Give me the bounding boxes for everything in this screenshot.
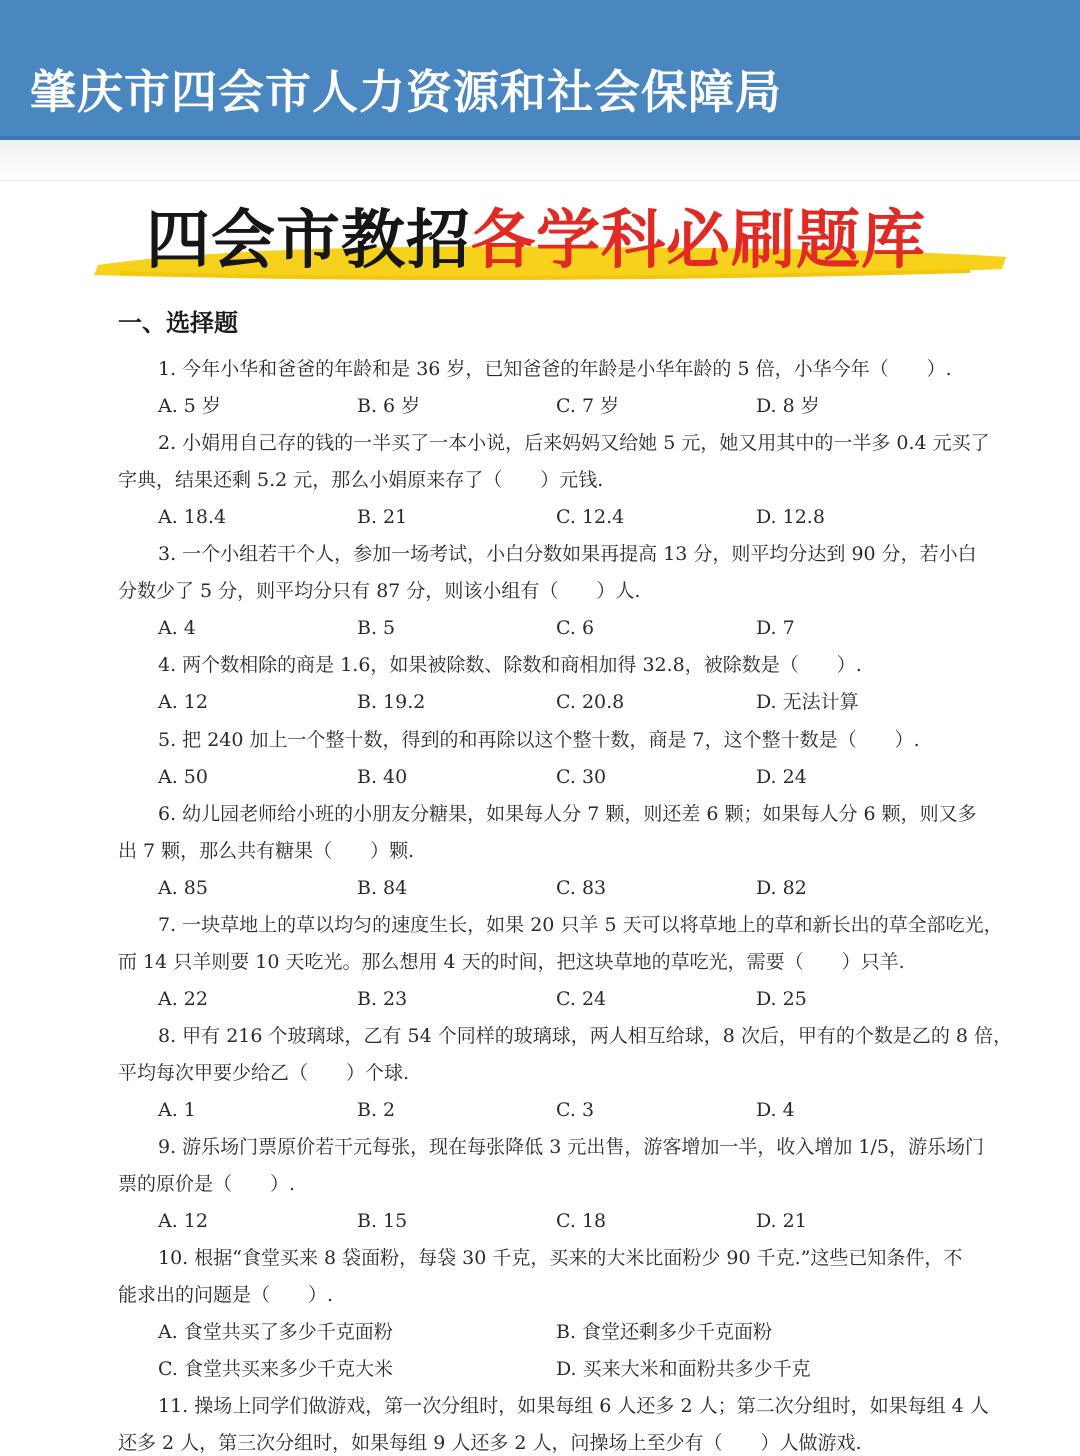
question-7-option-a: A. 22 [158, 987, 208, 1010]
question-7-option-c: C. 24 [556, 987, 607, 1010]
question-3-option-c: C. 6 [556, 617, 595, 640]
question-3-text-continued: 分数少了 5 分，则平均分只有 87 分，则该小组有（ ）人. [118, 580, 641, 603]
question-7-option-d: D. 25 [756, 987, 807, 1010]
headline-text [146, 189, 926, 281]
question-3-text: 3. 一个小组若干个人，参加一场考试，小白分数如果再提高 13 分，则平均分达到 90 分，若小白 [158, 543, 977, 566]
question-10-option-c: C. 食堂共买来多少千克大米 [158, 1358, 393, 1381]
question-6-text: 6. 幼儿园老师给小班的小朋友分糖果，如果每人分 7 颗，则还差 6 颗；如果每人分 6 颗，则又多 [158, 802, 977, 825]
question-7-option-b: B. 23 [357, 987, 408, 1010]
question-6-option-c: C. 83 [556, 876, 607, 899]
question-5-option-b: B. 40 [357, 765, 408, 788]
section-heading: 一、选择题 [118, 309, 238, 337]
question-4-option-c: C. 20.8 [556, 691, 625, 714]
question-10-option-b: B. 食堂还剩多少千克面粉 [556, 1321, 773, 1344]
question-5-option-a: A. 50 [158, 765, 208, 788]
question-6-option-d: D. 82 [756, 876, 807, 899]
question-1-option-b: B. 6 岁 [357, 395, 421, 418]
question-7-text: 7. 一块草地上的草以均匀的速度生长，如果 20 只羊 5 天可以将草地上的草和新长出的草全部吃光， [158, 913, 1003, 936]
question-8-option-d: D. 4 [756, 1099, 795, 1121]
question-5-option-c: C. 30 [556, 765, 607, 788]
question-3-option-d: D. 7 [756, 617, 795, 640]
question-2-option-d: D. 12.8 [756, 506, 825, 529]
question-4-option-b: B. 19.2 [357, 691, 426, 714]
question-7-text-continued: 而 14 只羊则要 10 天吃光。那么想用 4 天的时间，把这块草地的草吃光，需要（ ）只羊. [118, 950, 905, 973]
question-2-text-continued: 字典，结果还剩 5.2 元，那么小娟原来存了（ ）元钱. [118, 469, 604, 492]
question-2-option-a: A. 18.4 [158, 506, 227, 529]
header-title: 肇庆市四会市人力资源和社会保障局 [30, 65, 782, 119]
question-2-option-b: B. 21 [357, 506, 408, 529]
question-5-text: 5. 把 240 加上一个整十数，得到的和再除以这个整十数，商是 7，这个整十数是（ ）. [158, 728, 920, 751]
question-8-option-c: C. 3 [556, 1099, 595, 1121]
question-9-option-d: D. 21 [756, 1210, 807, 1233]
question-6-option-b: B. 84 [357, 876, 408, 899]
header-separator [0, 140, 1080, 181]
question-4-option-a: A. 12 [158, 691, 208, 714]
question-8-option-b: B. 2 [357, 1099, 396, 1121]
question-1-option-d: D. 8 岁 [756, 395, 820, 418]
question-8-text: 8. 甲有 216 个玻璃球，乙有 54 个同样的玻璃球，两人相互给球，8 次后，甲有的个数是乙的 8 倍， [158, 1024, 1013, 1047]
question-1-option-c: C. 7 岁 [556, 395, 620, 418]
question-1-option-a: A. 5 岁 [158, 395, 221, 418]
question-9-option-b: B. 15 [357, 1210, 408, 1233]
question-10-option-d: D. 买来大米和面粉共多少千克 [556, 1358, 811, 1381]
question-2-option-c: C. 12.4 [556, 506, 625, 529]
header-banner [0, 0, 1080, 140]
question-9-text-continued: 票的原价是（ ）. [118, 1173, 296, 1196]
question-4-text: 4. 两个数相除的商是 1.6，如果被除数、除数和商相加得 32.8，被除数是（ ）. [158, 654, 862, 677]
question-10-text: 10. 根据“食堂买来 8 袋面粉，每袋 30 千克，买来的大米比面粉少 90 千克.”这些已知条件，不 [158, 1247, 963, 1270]
headline [90, 185, 1010, 295]
question-6-text-continued: 出 7 颗，那么共有糖果（ ）颗. [118, 839, 415, 862]
question-1-text: 1. 今年小华和爸爸的年龄和是 36 岁，已知爸爸的年龄是小华年龄的 5 倍，小华今年（ ）. [158, 358, 952, 380]
question-10-text-continued: 能求出的问题是（ ）. [118, 1284, 334, 1307]
question-5-option-d: D. 24 [756, 765, 807, 788]
question-9-text: 9. 游乐场门票原价若干元每张，现在每张降低 3 元出售，游客增加一半，收入增加 1/5，游乐场门 [158, 1136, 984, 1159]
question-6-option-a: A. 85 [158, 876, 208, 899]
question-4-option-d: D. 无法计算 [756, 691, 859, 714]
headline-part2: 各学科必刷题库 [471, 203, 926, 278]
question-2-text: 2. 小娟用自己存的钱的一半买了一本小说，后来妈妈又给她 5 元，她又用其中的一半多 0.4 元买了 [158, 432, 990, 455]
question-3-option-a: A. 4 [158, 617, 196, 640]
headline-part1: 四会市教招 [146, 203, 471, 278]
question-8-option-a: A. 1 [158, 1099, 196, 1121]
question-11-text: 11. 操场上同学们做游戏，第一次分组时，如果每组 6 人还多 2 人；第二次分组时，如果每组 4 人 [158, 1395, 989, 1418]
question-9-option-c: C. 18 [556, 1210, 607, 1233]
question-9-option-a: A. 12 [158, 1210, 208, 1233]
question-8-text-continued: 平均每次甲要少给乙（ ）个球. [118, 1061, 410, 1084]
question-10-option-a: A. 食堂共买了多少千克面粉 [158, 1321, 393, 1344]
question-3-option-b: B. 5 [357, 617, 396, 640]
question-11-text-continued: 还多 2 人，第三次分组时，如果每组 9 人还多 2 人，问操场上至少有（ ）人做游戏. [118, 1432, 862, 1455]
